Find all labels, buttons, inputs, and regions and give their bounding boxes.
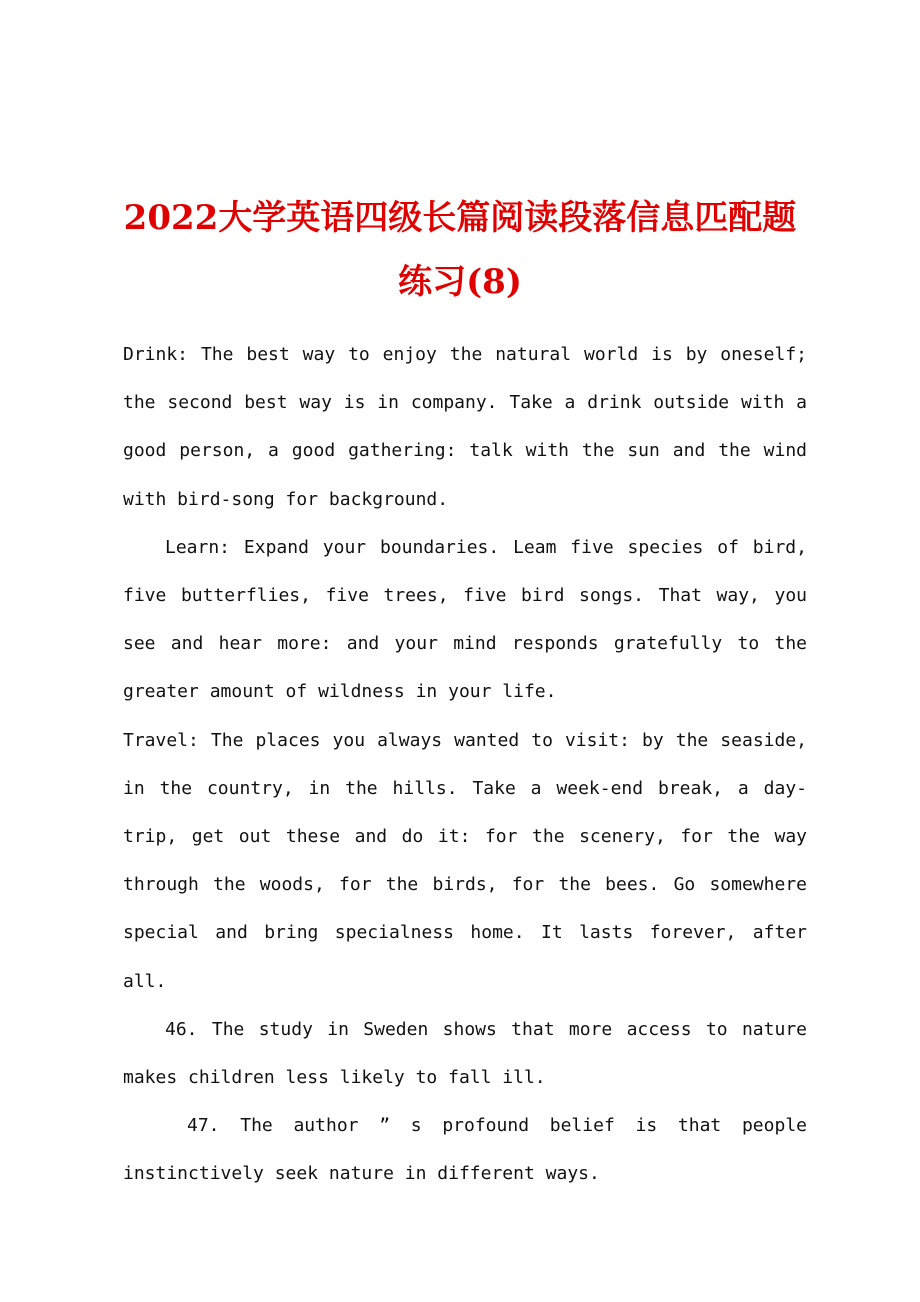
question-46: 46. The study in Sweden shows that more access to nature makes children less likely to fall ill. (123, 1018, 807, 1089)
paragraph-travel: Travel: The places you always wanted to visit: by the seaside, in the country, in the hills. Take a week-end break, a day-trip, get out these and do it: for the scenery, for the way through the woods, for the birds, for the bees. Go somewhere special and bring specialness home. It lasts forever, after all. (123, 729, 807, 992)
question-47: 47. The author ” s profound belief is that people instinctively seek nature in different ways. (123, 1115, 807, 1185)
page-title (100, 186, 820, 314)
title-line-2: 练习(8) (398, 262, 522, 302)
paragraph-drink: Drink: The best way to enjoy the natural world is by oneself; the second best way is in company. Take a drink outside with a good person, a good gathering: talk with the sun and the wind with bird-song for background. (123, 344, 807, 510)
body-text (123, 331, 807, 1199)
title-line-1: 2022大学英语四级长篇阅读段落信息匹配题 (123, 198, 797, 238)
paragraph-learn: Learn: Expand your boundaries. Leam five species of bird, five butterflies, five trees, five bird songs. That way, you see and hear more: and your mind responds gratefully to the greater amount of wildness in your life. (123, 536, 807, 703)
